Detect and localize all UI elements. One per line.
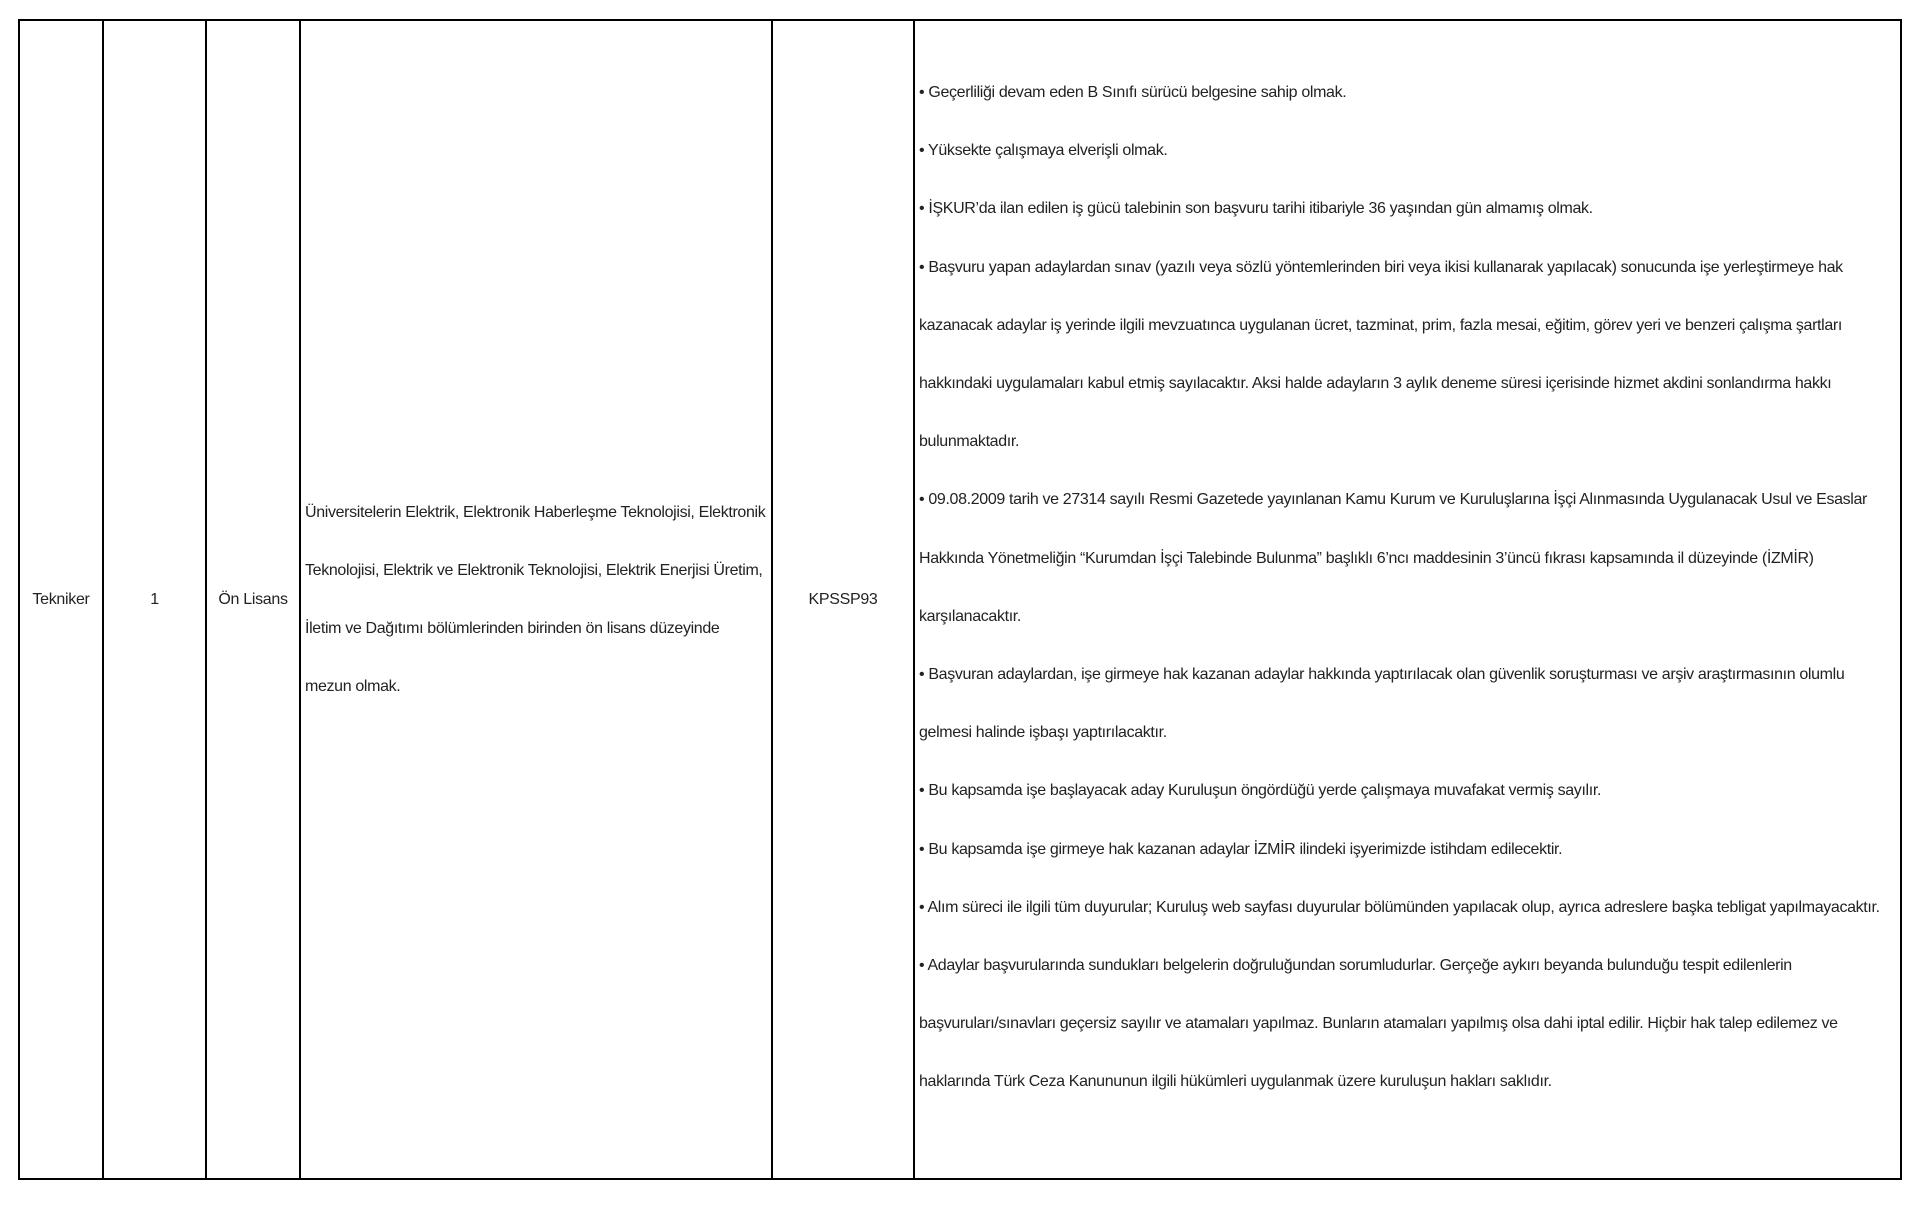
- education-level: Ön Lisans: [218, 590, 288, 608]
- requirement-item: • 09.08.2009 tarih ve 27314 sayılı Resmi Gazetede yayınlanan Kamu Kurum ve Kuruluşlarına İşçi Alınmasında Uygulanacak Usul ve Esaslar Hakkında Yönetmeliğin “Kurumdan İşçi Talebinde Bulunma” başlıklı 6’ncı maddesinin 3’üncü fıkrası kapsamında il düzeyinde (İZMİR) karşılanacaktır.: [919, 491, 1868, 625]
- requirement-item: • Bu kapsamda işe başlayacak aday Kuruluşun öngördüğü yerde çalışmaya muvafakat vermiş sayılır.: [919, 782, 1602, 800]
- position-count: 1: [150, 590, 159, 608]
- requirement-item: • Başvuran adaylardan, işe girmeye hak kazanan adaylar hakkında yaptırılacak olan güvenlik soruşturması ve arşiv araştırmasının olumlu gelmesi halinde işbaşı yaptırılacaktır.: [919, 666, 1845, 742]
- position-title-cell: [19, 20, 103, 1179]
- qualification-cell: [300, 20, 772, 1179]
- position-count-cell: [103, 20, 206, 1179]
- requirement-item: • Alım süreci ile ilgili tüm duyurular; Kuruluş web sayfası duyurular bölümünden yapılacak olup, ayrıca adreslere başka tebligat yapılmayacaktır.: [919, 898, 1880, 916]
- requirements-cell: [914, 20, 1901, 1179]
- position-title: Tekniker: [32, 590, 90, 608]
- requirement-item: • Yüksekte çalışmaya elverişli olmak.: [919, 142, 1168, 160]
- job-requirements-table: [18, 19, 1902, 1180]
- education-level-cell: [206, 20, 300, 1179]
- table-row: [19, 20, 1901, 1179]
- requirement-item: • İŞKUR’da ilan edilen iş gücü talebinin son başvuru tarihi itibariyle 36 yaşından gün almamış olmak.: [919, 200, 1593, 218]
- exam-score-type-cell: [772, 20, 914, 1179]
- requirement-item: • Bu kapsamda işe girmeye hak kazanan adaylar İZMİR ilindeki işyerimizde istihdam edilecektir.: [919, 840, 1563, 858]
- requirement-item: • Adaylar başvurularında sundukları belgelerin doğruluğundan sorumludurlar. Gerçeğe aykırı beyanda bulunduğu tespit edilenlerin başvuruları/sınavları geçersiz sayılır ve atamaları yapılmaz. Bunların atamaları yapılmış olsa dahi iptal edilir. Hiçbir hak talep edilemez ve haklarında Türk Ceza Kanununun ilgili hükümleri uygulanmak üzere kuruluşun hakları saklıdır.: [919, 957, 1838, 1091]
- exam-score-type: KPSSP93: [808, 590, 878, 608]
- requirement-item: • Başvuru yapan adaylardan sınav (yazılı veya sözlü yöntemlerinden biri veya ikisi kullanarak yapılacak) sonucunda işe yerleştirmeye hak kazanacak adaylar iş yerinde ilgili mevzuatınca uygulanan ücret, tazminat, prim, fazla mesai, eğitim, görev yeri ve benzeri çalışma şartları hakkındaki uygulamaları kabul etmiş sayılacaktır. Aksi halde adayların 3 aylık deneme süresi içerisinde hizmet akdini sonlandırma hakkı bulunmaktadır.: [919, 258, 1843, 451]
- requirement-item: • Geçerliliği devam eden B Sınıfı sürücü belgesine sahip olmak.: [919, 84, 1347, 101]
- qualification-text: Üniversitelerin Elektrik, Elektronik Haberleşme Teknolojisi, Elektronik Teknolojisi, Elektrik ve Elektronik Teknolojisi, Elektrik Enerjisi Üretim, İletim ve Dağıtımı bölümlerinden birinden ön lisans düzeyinde mezun olmak.: [305, 503, 766, 695]
